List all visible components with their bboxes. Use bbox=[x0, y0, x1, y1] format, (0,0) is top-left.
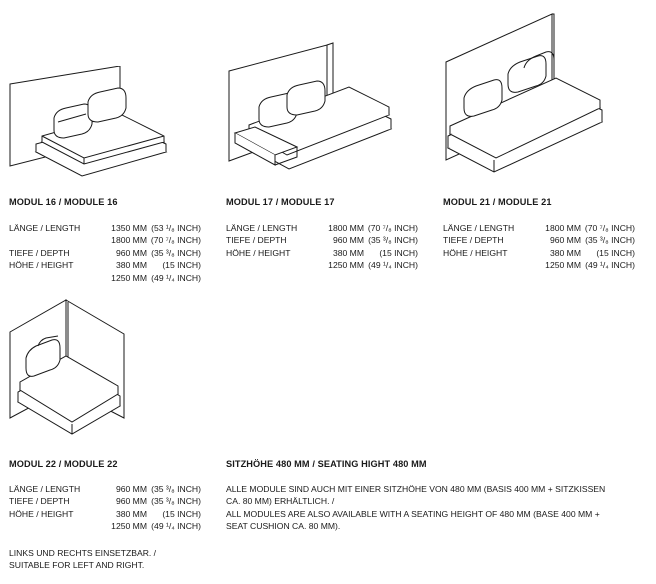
spec-row bbox=[9, 222, 209, 234]
module-21-title: MODUL 21 / MODULE 21 bbox=[443, 197, 552, 207]
spec-label: TIEFE / DEPTH bbox=[443, 235, 504, 246]
spec-mm: 380 MM bbox=[115, 260, 147, 271]
seating-height-title: SITZHÖHE 480 MM / SEATING HIGHT 480 MM bbox=[226, 459, 427, 469]
spec-row bbox=[443, 234, 643, 246]
spec-row bbox=[9, 247, 209, 259]
spec-mm: 1250 MM bbox=[328, 260, 364, 271]
spec-label: LÄNGE / LENGTH bbox=[9, 223, 81, 233]
spec-inch: (15 INCH) bbox=[379, 247, 418, 258]
spec-inch: (35 ³/₈ INCH) bbox=[585, 235, 635, 246]
spec-inch: (35 ³/₈ INCH) bbox=[368, 235, 418, 246]
spec-row bbox=[226, 234, 426, 246]
spec-inch: (49 ¹/₄ INCH) bbox=[151, 521, 201, 532]
spec-inch: (70 ⁷/₈ INCH) bbox=[150, 235, 201, 246]
spec-label: LÄNGE / LENGTH bbox=[443, 223, 515, 233]
spec-mm: 960 MM bbox=[115, 247, 147, 258]
spec-mm: 1250 MM bbox=[111, 521, 147, 532]
spec-mm: 380 MM bbox=[332, 247, 364, 258]
spec-mm: 380 MM bbox=[115, 508, 147, 519]
spec-mm: 960 MM bbox=[332, 235, 364, 246]
spec-row bbox=[9, 495, 209, 507]
module-21-specs bbox=[443, 222, 643, 272]
spec-inch: (70 ⁷/₈ INCH) bbox=[584, 223, 635, 233]
module-22-specs bbox=[9, 483, 209, 533]
spec-row bbox=[226, 247, 426, 259]
spec-mm: 1250 MM bbox=[545, 260, 581, 271]
spec-label: TIEFE / DEPTH bbox=[9, 496, 70, 507]
footnote-line: SUITABLE FOR LEFT AND RIGHT. bbox=[9, 560, 145, 571]
spec-inch: (49 ¹/₄ INCH) bbox=[151, 272, 201, 283]
spec-label: LÄNGE / LENGTH bbox=[9, 484, 81, 494]
spec-row bbox=[9, 272, 209, 284]
module-17-title: MODUL 17 / MODULE 17 bbox=[226, 197, 335, 207]
module-21-illustration bbox=[442, 12, 612, 182]
spec-inch: (53 ¹/₈ INCH) bbox=[151, 223, 201, 233]
module-22-illustration bbox=[8, 296, 133, 446]
module-22-title: MODUL 22 / MODULE 22 bbox=[9, 459, 118, 469]
spec-mm: 1800 MM bbox=[545, 223, 581, 233]
spec-inch: (15 INCH) bbox=[162, 508, 201, 519]
spec-mm: 380 MM bbox=[549, 247, 581, 258]
spec-mm: 1250 MM bbox=[111, 272, 147, 283]
footnote bbox=[9, 547, 156, 572]
seating-height-text bbox=[226, 483, 605, 533]
spec-label: HÖHE / HEIGHT bbox=[9, 260, 74, 271]
spec-row bbox=[9, 234, 209, 246]
spec-inch: (35 ³/₈ INCH) bbox=[151, 496, 201, 507]
seating-line: ALL MODULES ARE ALSO AVAILABLE WITH A SEATING HEIGHT OF 480 MM (BASE 400 MM + bbox=[226, 508, 600, 519]
spec-row bbox=[9, 508, 209, 520]
spec-mm: 960 MM bbox=[115, 484, 147, 494]
spec-inch: (49 ¹/₄ INCH) bbox=[368, 260, 418, 271]
module-16-illustration bbox=[8, 66, 178, 178]
spec-inch: (15 INCH) bbox=[162, 260, 201, 271]
spec-label: LÄNGE / LENGTH bbox=[226, 223, 298, 233]
spec-row bbox=[9, 520, 209, 532]
module-16-title: MODUL 16 / MODULE 16 bbox=[9, 197, 118, 207]
spec-mm: 1800 MM bbox=[111, 235, 147, 246]
spec-label: HÖHE / HEIGHT bbox=[9, 508, 74, 519]
spec-label: TIEFE / DEPTH bbox=[226, 235, 287, 246]
spec-inch: (35 ³/₈ INCH) bbox=[151, 484, 201, 494]
module-17-illustration bbox=[225, 15, 400, 175]
spec-row bbox=[443, 259, 643, 271]
spec-row bbox=[9, 259, 209, 271]
spec-inch: (70 ⁷/₈ INCH) bbox=[367, 223, 418, 233]
spec-label: TIEFE / DEPTH bbox=[9, 247, 70, 258]
spec-inch: (15 INCH) bbox=[596, 247, 635, 258]
spec-row bbox=[443, 222, 643, 234]
module-16-specs bbox=[9, 222, 209, 284]
spec-row bbox=[443, 247, 643, 259]
seating-line: SEAT CUSHION CA. 80 MM). bbox=[226, 521, 341, 532]
spec-label: HÖHE / HEIGHT bbox=[443, 247, 508, 258]
spec-inch: (35 ³/₈ INCH) bbox=[151, 247, 201, 258]
spec-mm: 1350 MM bbox=[111, 223, 147, 233]
spec-mm: 1800 MM bbox=[328, 223, 364, 233]
spec-row bbox=[9, 483, 209, 495]
spec-inch: (49 ¹/₄ INCH) bbox=[585, 260, 635, 271]
footnote-line: LINKS UND RECHTS EINSETZBAR. / bbox=[9, 548, 157, 558]
spec-mm: 960 MM bbox=[115, 496, 147, 507]
spec-row bbox=[226, 222, 426, 234]
spec-label: HÖHE / HEIGHT bbox=[226, 247, 291, 258]
spec-row bbox=[226, 259, 426, 271]
seating-line: CA. 80 MM) ERHÄLTLICH. / bbox=[226, 496, 335, 507]
seating-line: ALLE MODULE SIND AUCH MIT EINER SITZHÖHE VON 480 MM (BASIS 400 MM + SITZKISSEN bbox=[226, 484, 606, 494]
spec-mm: 960 MM bbox=[549, 235, 581, 246]
module-17-specs bbox=[226, 222, 426, 272]
